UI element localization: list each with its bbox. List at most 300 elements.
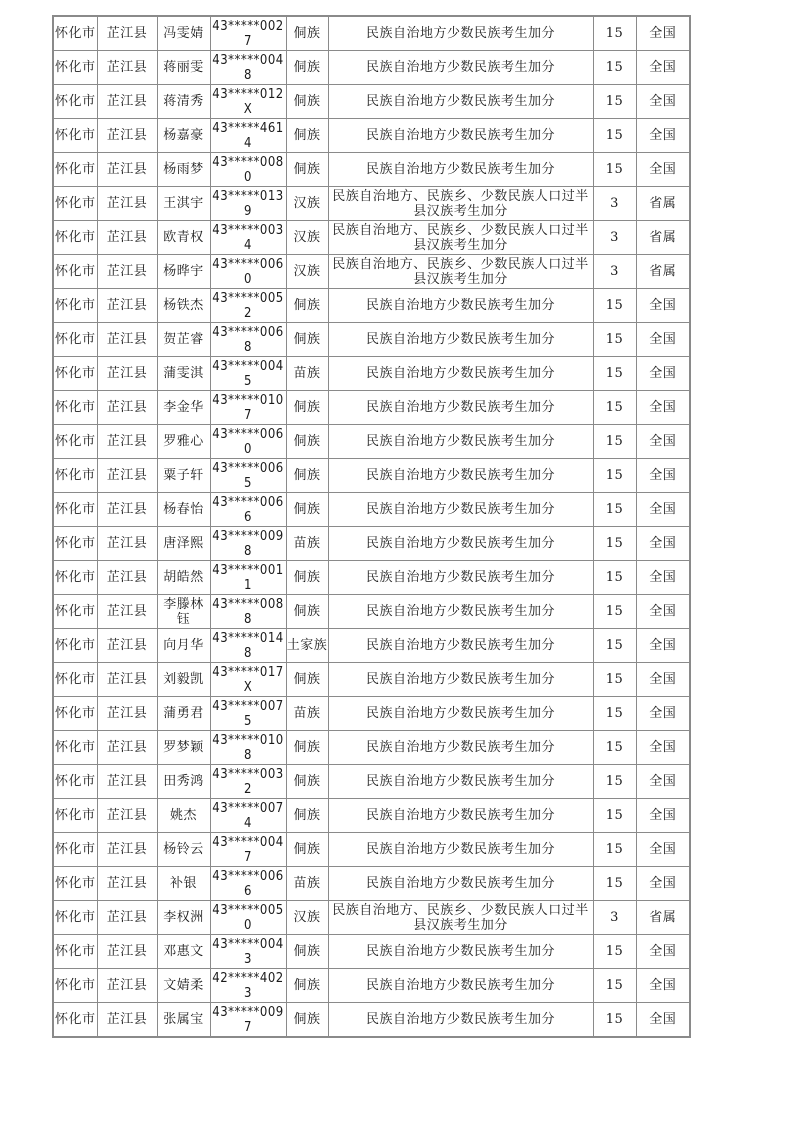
id-number-part2: 1 [244, 577, 252, 593]
county-cell: 芷江县 [97, 119, 157, 153]
id-number-cell [210, 935, 286, 969]
id-number-part2: 6 [244, 509, 252, 525]
city-cell: 怀化市 [53, 1003, 97, 1038]
bonus-reason-cell: 民族自治地方少数民族考生加分 [328, 289, 593, 323]
county-cell: 芷江县 [97, 731, 157, 765]
table-row [53, 969, 690, 1003]
county-cell: 芷江县 [97, 527, 157, 561]
city-cell: 怀化市 [53, 187, 97, 221]
id-number-cell [210, 901, 286, 935]
name-cell: 王淇宇 [157, 187, 210, 221]
name-cell: 冯雯婧 [157, 16, 210, 51]
bonus-points-cell: 15 [593, 731, 636, 765]
table-row [53, 289, 690, 323]
city-cell: 怀化市 [53, 391, 97, 425]
table-row [53, 357, 690, 391]
name-cell: 文婧柔 [157, 969, 210, 1003]
name-cell: 罗雅心 [157, 425, 210, 459]
table-row [53, 153, 690, 187]
county-cell: 芷江县 [97, 595, 157, 629]
bonus-points-cell: 15 [593, 1003, 636, 1038]
scope-cell: 全国 [636, 833, 690, 867]
county-cell: 芷江县 [97, 901, 157, 935]
scope-cell: 全国 [636, 731, 690, 765]
id-number-part1: 43*****010 [212, 732, 284, 748]
id-number-part2: X [243, 679, 253, 695]
ethnicity-cell: 侗族 [286, 561, 328, 595]
name-cell: 向月华 [157, 629, 210, 663]
id-number-part1: 43*****005 [212, 290, 284, 306]
city-cell: 怀化市 [53, 51, 97, 85]
ethnicity-cell: 苗族 [286, 697, 328, 731]
id-number-part2: 4 [244, 237, 252, 253]
name-cell: 粟子轩 [157, 459, 210, 493]
id-number-cell [210, 527, 286, 561]
bonus-points-cell: 15 [593, 595, 636, 629]
city-cell: 怀化市 [53, 799, 97, 833]
id-number-part1: 43*****017 [212, 664, 284, 680]
table-row [53, 119, 690, 153]
id-number-part2: 4 [244, 815, 252, 831]
bonus-points-cell: 15 [593, 51, 636, 85]
scope-cell: 全国 [636, 289, 690, 323]
ethnicity-cell: 侗族 [286, 459, 328, 493]
bonus-points-cell: 15 [593, 16, 636, 51]
table-row [53, 901, 690, 935]
table-row [53, 629, 690, 663]
ethnicity-cell: 侗族 [286, 663, 328, 697]
id-number-part1: 43*****012 [212, 86, 284, 102]
name-cell: 蒲雯淇 [157, 357, 210, 391]
id-number-part1: 43*****005 [212, 902, 284, 918]
id-number-cell [210, 663, 286, 697]
scope-cell: 全国 [636, 425, 690, 459]
id-number-part1: 43*****003 [212, 222, 284, 238]
ethnicity-cell: 侗族 [286, 731, 328, 765]
name-cell: 杨铁杰 [157, 289, 210, 323]
table-row [53, 595, 690, 629]
scope-cell: 省属 [636, 255, 690, 289]
city-cell: 怀化市 [53, 493, 97, 527]
ethnicity-cell: 苗族 [286, 527, 328, 561]
bonus-reason-cell: 民族自治地方少数民族考生加分 [328, 16, 593, 51]
scope-cell: 全国 [636, 663, 690, 697]
scope-cell: 全国 [636, 697, 690, 731]
id-number-cell [210, 221, 286, 255]
name-cell: 补银 [157, 867, 210, 901]
city-cell: 怀化市 [53, 629, 97, 663]
bonus-reason-cell: 民族自治地方少数民族考生加分 [328, 119, 593, 153]
name-cell: 杨嘉豪 [157, 119, 210, 153]
id-number-part1: 43*****007 [212, 800, 284, 816]
name-cell: 李滕林钰 [157, 595, 210, 629]
table-row [53, 561, 690, 595]
id-number-part2: 5 [244, 475, 252, 491]
city-cell: 怀化市 [53, 731, 97, 765]
name-cell: 杨雨梦 [157, 153, 210, 187]
ethnicity-cell: 侗族 [286, 51, 328, 85]
ethnicity-cell: 侗族 [286, 391, 328, 425]
bonus-points-cell: 15 [593, 833, 636, 867]
name-cell: 田秀鸿 [157, 765, 210, 799]
name-cell: 贺芷睿 [157, 323, 210, 357]
city-cell: 怀化市 [53, 697, 97, 731]
city-cell: 怀化市 [53, 663, 97, 697]
scope-cell: 全国 [636, 561, 690, 595]
scope-cell: 全国 [636, 935, 690, 969]
name-cell: 杨晔宇 [157, 255, 210, 289]
id-number-part1: 43*****003 [212, 766, 284, 782]
table-row [53, 697, 690, 731]
ethnicity-cell: 侗族 [286, 1003, 328, 1038]
id-number-cell [210, 187, 286, 221]
county-cell: 芷江县 [97, 16, 157, 51]
name-cell: 蒋丽雯 [157, 51, 210, 85]
id-number-cell [210, 51, 286, 85]
id-number-cell [210, 391, 286, 425]
bonus-reason-cell: 民族自治地方少数民族考生加分 [328, 153, 593, 187]
table-row [53, 51, 690, 85]
county-cell: 芷江县 [97, 561, 157, 595]
table-row [53, 663, 690, 697]
county-cell: 芷江县 [97, 935, 157, 969]
scope-cell: 全国 [636, 629, 690, 663]
ethnicity-cell: 侗族 [286, 85, 328, 119]
id-number-part1: 43*****006 [212, 494, 284, 510]
name-cell: 罗梦颖 [157, 731, 210, 765]
bonus-points-cell: 15 [593, 935, 636, 969]
bonus-points-cell: 15 [593, 765, 636, 799]
bonus-reason-cell: 民族自治地方少数民族考生加分 [328, 493, 593, 527]
id-number-part2: 5 [244, 373, 252, 389]
name-cell: 蒋清秀 [157, 85, 210, 119]
id-number-cell [210, 697, 286, 731]
id-number-part1: 43*****004 [212, 52, 284, 68]
scope-cell: 省属 [636, 221, 690, 255]
id-number-cell [210, 357, 286, 391]
id-number-part2: 5 [244, 713, 252, 729]
city-cell: 怀化市 [53, 289, 97, 323]
scope-cell: 全国 [636, 357, 690, 391]
table-row [53, 425, 690, 459]
id-number-part2: 8 [244, 611, 252, 627]
bonus-points-cell: 15 [593, 153, 636, 187]
id-number-cell [210, 765, 286, 799]
scope-cell: 全国 [636, 119, 690, 153]
county-cell: 芷江县 [97, 323, 157, 357]
city-cell: 怀化市 [53, 765, 97, 799]
scope-cell: 全国 [636, 799, 690, 833]
county-cell: 芷江县 [97, 1003, 157, 1038]
id-number-cell [210, 16, 286, 51]
county-cell: 芷江县 [97, 629, 157, 663]
id-number-part1: 43*****002 [212, 18, 284, 34]
county-cell: 芷江县 [97, 425, 157, 459]
table-row [53, 731, 690, 765]
name-cell: 张属宝 [157, 1003, 210, 1038]
scope-cell: 全国 [636, 527, 690, 561]
id-number-cell [210, 833, 286, 867]
bonus-reason-cell: 民族自治地方少数民族考生加分 [328, 595, 593, 629]
scope-cell: 全国 [636, 85, 690, 119]
city-cell: 怀化市 [53, 323, 97, 357]
scope-cell: 全国 [636, 1003, 690, 1038]
id-number-part2: 2 [244, 781, 252, 797]
id-number-part2: 0 [244, 917, 252, 933]
id-number-part1: 43*****008 [212, 596, 284, 612]
city-cell: 怀化市 [53, 153, 97, 187]
county-cell: 芷江县 [97, 221, 157, 255]
ethnicity-cell: 汉族 [286, 255, 328, 289]
name-cell: 欧青权 [157, 221, 210, 255]
table-row [53, 255, 690, 289]
id-number-part1: 43*****006 [212, 256, 284, 272]
id-number-part1: 43*****006 [212, 426, 284, 442]
bonus-points-cell: 15 [593, 969, 636, 1003]
bonus-reason-cell: 民族自治地方少数民族考生加分 [328, 459, 593, 493]
county-cell: 芷江县 [97, 153, 157, 187]
bonus-reason-cell: 民族自治地方少数民族考生加分 [328, 697, 593, 731]
bonus-points-cell: 15 [593, 357, 636, 391]
city-cell: 怀化市 [53, 867, 97, 901]
id-number-part1: 43*****008 [212, 154, 284, 170]
id-number-cell [210, 323, 286, 357]
id-number-part1: 43*****006 [212, 324, 284, 340]
county-cell: 芷江县 [97, 187, 157, 221]
ethnicity-cell: 侗族 [286, 289, 328, 323]
bonus-points-cell: 3 [593, 221, 636, 255]
scope-cell: 全国 [636, 765, 690, 799]
id-number-part1: 43*****010 [212, 392, 284, 408]
city-cell: 怀化市 [53, 357, 97, 391]
id-number-part2: 4 [244, 135, 252, 151]
city-cell: 怀化市 [53, 16, 97, 51]
scope-cell: 省属 [636, 901, 690, 935]
id-number-cell [210, 493, 286, 527]
id-number-part2: 7 [244, 849, 252, 865]
id-number-cell [210, 561, 286, 595]
county-cell: 芷江县 [97, 663, 157, 697]
ethnicity-cell: 土家族 [286, 629, 328, 663]
ethnicity-cell: 苗族 [286, 867, 328, 901]
city-cell: 怀化市 [53, 901, 97, 935]
name-cell: 蒲勇君 [157, 697, 210, 731]
bonus-points-cell: 15 [593, 527, 636, 561]
bonus-points-cell: 15 [593, 663, 636, 697]
id-number-cell [210, 867, 286, 901]
bonus-reason-cell: 民族自治地方、民族乡、少数民族人口过半县汉族考生加分 [328, 901, 593, 935]
ethnicity-cell: 苗族 [286, 357, 328, 391]
id-number-part2: 7 [244, 1019, 252, 1035]
county-cell: 芷江县 [97, 765, 157, 799]
bonus-reason-cell: 民族自治地方少数民族考生加分 [328, 1003, 593, 1038]
id-number-cell [210, 85, 286, 119]
id-number-part2: 8 [244, 747, 252, 763]
id-number-part1: 43*****461 [212, 120, 284, 136]
id-number-cell [210, 289, 286, 323]
id-number-cell [210, 595, 286, 629]
county-cell: 芷江县 [97, 697, 157, 731]
bonus-reason-cell: 民族自治地方少数民族考生加分 [328, 51, 593, 85]
id-number-part2: 3 [244, 985, 252, 1001]
city-cell: 怀化市 [53, 527, 97, 561]
bonus-points-cell: 15 [593, 493, 636, 527]
scope-cell: 全国 [636, 323, 690, 357]
bonus-reason-cell: 民族自治地方少数民族考生加分 [328, 629, 593, 663]
id-number-part1: 43*****004 [212, 834, 284, 850]
city-cell: 怀化市 [53, 969, 97, 1003]
id-number-part2: 8 [244, 543, 252, 559]
id-number-part2: 8 [244, 645, 252, 661]
bonus-points-cell: 15 [593, 799, 636, 833]
bonus-reason-cell: 民族自治地方少数民族考生加分 [328, 935, 593, 969]
ethnicity-cell: 汉族 [286, 221, 328, 255]
ethnicity-cell: 侗族 [286, 765, 328, 799]
id-number-part2: X [243, 101, 253, 117]
id-number-part2: 8 [244, 67, 252, 83]
bonus-reason-cell: 民族自治地方、民族乡、少数民族人口过半县汉族考生加分 [328, 255, 593, 289]
id-number-cell [210, 255, 286, 289]
id-number-part1: 43*****013 [212, 188, 284, 204]
city-cell: 怀化市 [53, 425, 97, 459]
ethnicity-cell: 侗族 [286, 425, 328, 459]
table-row [53, 221, 690, 255]
table-row [53, 765, 690, 799]
bonus-reason-cell: 民族自治地方少数民族考生加分 [328, 765, 593, 799]
bonus-reason-cell: 民族自治地方少数民族考生加分 [328, 561, 593, 595]
county-cell: 芷江县 [97, 969, 157, 1003]
bonus-points-roster-table [52, 15, 691, 1038]
name-cell: 胡皓然 [157, 561, 210, 595]
ethnicity-cell: 汉族 [286, 901, 328, 935]
scope-cell: 全国 [636, 969, 690, 1003]
id-number-part2: 7 [244, 407, 252, 423]
city-cell: 怀化市 [53, 85, 97, 119]
bonus-reason-cell: 民族自治地方少数民族考生加分 [328, 867, 593, 901]
city-cell: 怀化市 [53, 255, 97, 289]
table-row [53, 16, 690, 51]
bonus-points-cell: 15 [593, 561, 636, 595]
ethnicity-cell: 侗族 [286, 153, 328, 187]
ethnicity-cell: 侗族 [286, 833, 328, 867]
bonus-points-cell: 15 [593, 425, 636, 459]
bonus-reason-cell: 民族自治地方少数民族考生加分 [328, 799, 593, 833]
city-cell: 怀化市 [53, 561, 97, 595]
id-number-part1: 43*****007 [212, 698, 284, 714]
county-cell: 芷江县 [97, 391, 157, 425]
table-row [53, 459, 690, 493]
name-cell: 邓惠文 [157, 935, 210, 969]
scope-cell: 省属 [636, 187, 690, 221]
ethnicity-cell: 侗族 [286, 595, 328, 629]
scope-cell: 全国 [636, 867, 690, 901]
county-cell: 芷江县 [97, 255, 157, 289]
bonus-points-cell: 15 [593, 629, 636, 663]
id-number-cell [210, 1003, 286, 1038]
scope-cell: 全国 [636, 16, 690, 51]
city-cell: 怀化市 [53, 459, 97, 493]
county-cell: 芷江县 [97, 51, 157, 85]
bonus-points-cell: 15 [593, 119, 636, 153]
name-cell: 刘毅凯 [157, 663, 210, 697]
bonus-points-cell: 15 [593, 867, 636, 901]
bonus-points-cell: 15 [593, 85, 636, 119]
ethnicity-cell: 汉族 [286, 187, 328, 221]
bonus-points-cell: 15 [593, 323, 636, 357]
name-cell: 李金华 [157, 391, 210, 425]
id-number-part1: 43*****001 [212, 562, 284, 578]
id-number-part1: 42*****402 [212, 970, 284, 986]
city-cell: 怀化市 [53, 833, 97, 867]
county-cell: 芷江县 [97, 799, 157, 833]
id-number-part1: 43*****009 [212, 1004, 284, 1020]
id-number-part2: 2 [244, 305, 252, 321]
table-row [53, 391, 690, 425]
id-number-part1: 43*****014 [212, 630, 284, 646]
id-number-cell [210, 459, 286, 493]
id-number-part2: 3 [244, 951, 252, 967]
scope-cell: 全国 [636, 153, 690, 187]
table-row [53, 323, 690, 357]
name-cell: 杨春怡 [157, 493, 210, 527]
bonus-points-cell: 15 [593, 391, 636, 425]
bonus-reason-cell: 民族自治地方少数民族考生加分 [328, 391, 593, 425]
table-row [53, 85, 690, 119]
table-row [53, 935, 690, 969]
bonus-points-cell: 15 [593, 459, 636, 493]
county-cell: 芷江县 [97, 493, 157, 527]
scope-cell: 全国 [636, 595, 690, 629]
bonus-reason-cell: 民族自治地方、民族乡、少数民族人口过半县汉族考生加分 [328, 187, 593, 221]
bonus-points-cell: 3 [593, 255, 636, 289]
bonus-reason-cell: 民族自治地方少数民族考生加分 [328, 85, 593, 119]
bonus-points-cell: 3 [593, 187, 636, 221]
bonus-reason-cell: 民族自治地方少数民族考生加分 [328, 527, 593, 561]
id-number-part2: 6 [244, 883, 252, 899]
id-number-part2: 8 [244, 339, 252, 355]
id-number-cell [210, 731, 286, 765]
name-cell: 姚杰 [157, 799, 210, 833]
id-number-part2: 7 [244, 33, 252, 49]
bonus-reason-cell: 民族自治地方少数民族考生加分 [328, 833, 593, 867]
id-number-cell [210, 629, 286, 663]
scope-cell: 全国 [636, 459, 690, 493]
name-cell: 唐泽熙 [157, 527, 210, 561]
id-number-cell [210, 425, 286, 459]
ethnicity-cell: 侗族 [286, 493, 328, 527]
ethnicity-cell: 侗族 [286, 119, 328, 153]
id-number-part2: 9 [244, 203, 252, 219]
bonus-reason-cell: 民族自治地方少数民族考生加分 [328, 425, 593, 459]
city-cell: 怀化市 [53, 119, 97, 153]
city-cell: 怀化市 [53, 221, 97, 255]
name-cell: 杨铃云 [157, 833, 210, 867]
id-number-cell [210, 119, 286, 153]
id-number-part1: 43*****004 [212, 358, 284, 374]
id-number-cell [210, 799, 286, 833]
id-number-part1: 43*****004 [212, 936, 284, 952]
id-number-part2: 0 [244, 169, 252, 185]
table-row [53, 799, 690, 833]
ethnicity-cell: 侗族 [286, 323, 328, 357]
ethnicity-cell: 侗族 [286, 16, 328, 51]
county-cell: 芷江县 [97, 867, 157, 901]
bonus-reason-cell: 民族自治地方、民族乡、少数民族人口过半县汉族考生加分 [328, 221, 593, 255]
bonus-reason-cell: 民族自治地方少数民族考生加分 [328, 969, 593, 1003]
bonus-points-cell: 15 [593, 289, 636, 323]
table-row [53, 833, 690, 867]
scope-cell: 全国 [636, 493, 690, 527]
